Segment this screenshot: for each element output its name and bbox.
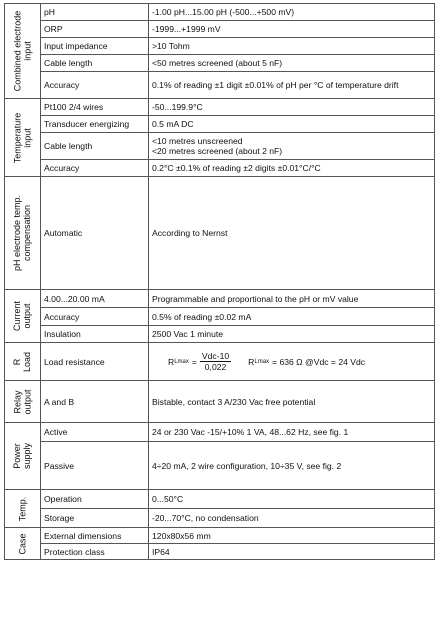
row-value: 4÷20 mA, 2 wire configuration, 10÷35 V, see fig. 2 [149,442,435,490]
table-row [5,423,435,442]
row-value: 0.1% of reading ±1 digit ±0.01% of pH per °C of temperature drift [149,72,435,99]
table-row [5,490,435,509]
row-value: <50 metres screened (about 5 nF) [149,55,435,72]
formula-result: = 636 Ω @Vdc = 24 Vdc [272,356,366,367]
row-label: Input impedance [41,38,149,55]
formula-equals: = [191,356,197,367]
table-row [5,509,435,528]
section-label: Power supply [12,442,33,470]
row-label: Accuracy [41,308,149,326]
table-row [5,528,435,544]
row-value [149,133,435,160]
row-label: ORP [41,21,149,38]
row-value: 0...50°C [149,490,435,509]
row-label: Accuracy [41,72,149,99]
row-value-line: <20 metres screened (about 2 nF) [152,146,283,156]
section-label: Combined electrode input [12,10,33,92]
row-value: Programmable and proportional to the pH or mV value [149,290,435,308]
section-relay-output [5,381,41,423]
section-label: Temp. [17,496,28,521]
table-row [5,442,435,490]
table-row [5,116,435,133]
row-label: Cable length [41,133,149,160]
table-row [5,55,435,72]
row-label: Load resistance [41,343,149,381]
row-label: Storage [41,509,149,528]
section-ph-temp-compensation [5,177,41,290]
row-label: Operation [41,490,149,509]
row-label: 4.00...20.00 mA [41,290,149,308]
row-label: pH [41,4,149,21]
section-combined-electrode-input [5,4,41,99]
table-row [5,308,435,326]
row-value: >10 Tohm [149,38,435,55]
section-r-load [5,343,41,381]
table-row [5,544,435,560]
formula-symbol: R [168,356,175,367]
section-label: R Load [12,351,33,372]
row-label: Active [41,423,149,442]
section-temperature-input [5,99,41,177]
section-label: pH electrode temp. compensation [12,194,33,272]
row-value: -1999...+1999 mV [149,21,435,38]
load-resistance-formula [149,343,435,381]
row-label: Transducer energizing [41,116,149,133]
table-row [5,21,435,38]
row-value-line: <10 metres unscreened [152,136,243,146]
row-value: 120x80x56 mm [149,528,435,544]
table-row [5,343,435,381]
table-row [5,160,435,177]
formula-fraction [200,351,231,372]
formula-symbol: R [248,356,255,367]
section-power-supply [5,423,41,490]
row-value: -1.00 pH...15.00 pH (-500...+500 mV) [149,4,435,21]
row-label: Passive [41,442,149,490]
row-value: 0.5 mA DC [149,116,435,133]
section-label: Case [17,532,28,555]
row-label: Protection class [41,544,149,560]
row-value: According to Nernst [149,177,435,290]
row-label: Pt100 2/4 wires [41,99,149,116]
section-label: Relay output [12,388,33,415]
table-row [5,38,435,55]
fraction-numerator: Vdc-10 [201,351,230,361]
formula-subscript: Lmax [174,358,189,365]
fraction-denominator: 0,022 [204,362,227,372]
section-temp [5,490,41,528]
row-value: 24 or 230 Vac -15/+10% 1 VA, 48...62 Hz, see fig. 1 [149,423,435,442]
section-label: Current output [12,300,33,332]
formula-subscript: Lmax [254,358,270,365]
row-value: IP64 [149,544,435,560]
section-label: Temperature input [12,112,33,163]
specifications-table [4,3,435,560]
row-label: A and B [41,381,149,423]
row-label: Insulation [41,326,149,343]
row-label: Automatic [41,177,149,290]
row-label: Cable length [41,55,149,72]
row-value: Bistable, contact 3 A/230 Vac free potential [149,381,435,423]
row-value: 0.2°C ±0.1% of reading ±2 digits ±0.01°C/°C [149,160,435,177]
table-row [5,177,435,290]
section-current-output [5,290,41,343]
row-label: Accuracy [41,160,149,177]
table-row [5,133,435,160]
table-row [5,381,435,423]
section-case [5,528,41,560]
table-row [5,4,435,21]
table-row [5,99,435,116]
table-row [5,72,435,99]
row-value: 2500 Vac 1 minute [149,326,435,343]
row-label: External dimensions [41,528,149,544]
table-row [5,290,435,308]
table-row [5,326,435,343]
row-value: -20...70°C, no condensation [149,509,435,528]
row-value: 0.5% of reading ±0.02 mA [149,308,435,326]
row-value: -50...199.9°C [149,99,435,116]
